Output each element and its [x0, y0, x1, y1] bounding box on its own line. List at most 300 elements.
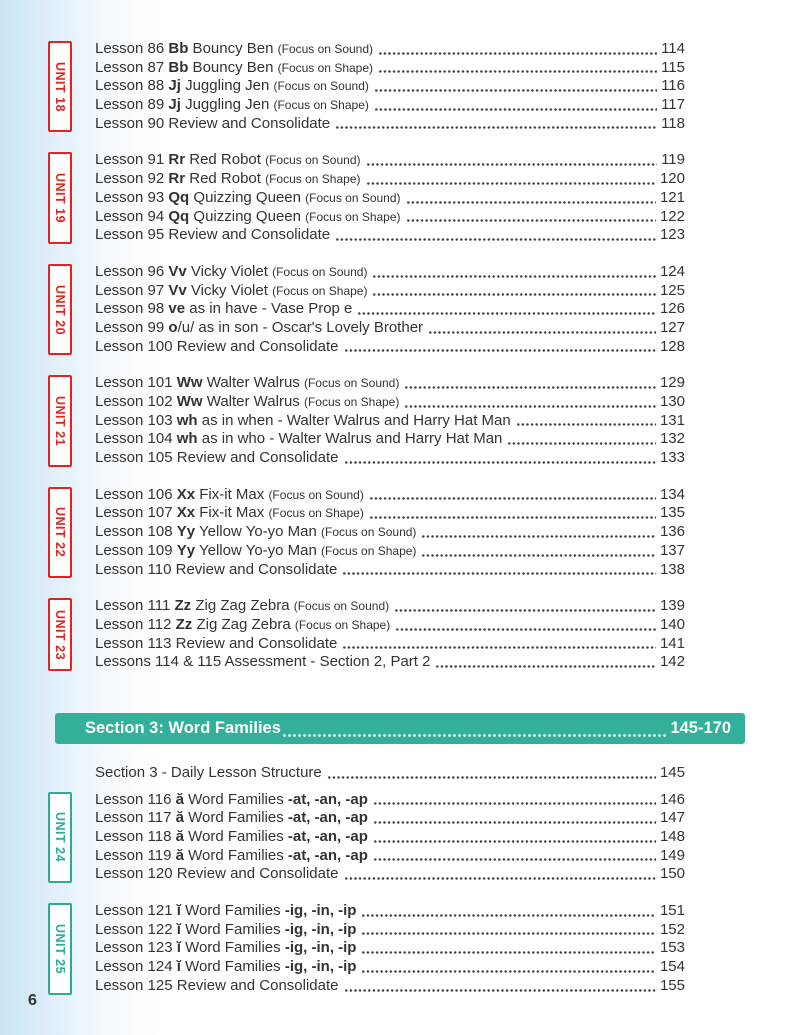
- toc-text-segment: Bouncy Ben: [188, 58, 278, 76]
- toc-text-segment: /u/ as in son - Oscar's Lovely Brother: [177, 318, 424, 336]
- toc-text-segment: ă: [175, 846, 184, 864]
- unit-lesson-list: [95, 263, 685, 356]
- toc-text-segment: Lesson 111: [95, 597, 175, 615]
- dotted-leader: [357, 311, 656, 316]
- toc-row-text: [95, 412, 511, 431]
- toc-page-ref: 131: [659, 411, 685, 429]
- toc-row: [95, 319, 685, 338]
- unit-badge-label: UNIT 22: [53, 507, 67, 558]
- toc-row-text: [95, 282, 367, 301]
- unit-badge-cell: [48, 374, 95, 467]
- toc-page-ref: 116: [661, 77, 685, 95]
- unit-lesson-list: [95, 486, 685, 579]
- toc-text-segment: ă: [175, 790, 184, 808]
- toc-text-segment: Section 3 - Daily Lesson Structure: [95, 763, 322, 781]
- dotted-leader: [369, 496, 656, 501]
- toc-text-segment: Word Families: [180, 920, 285, 938]
- toc-text-segment: Jj: [168, 77, 181, 95]
- toc-text-segment: Lesson 124: [95, 958, 177, 976]
- toc-text-segment: Lesson 120 Review and Consolidate: [95, 865, 339, 883]
- unit-group-24: [48, 791, 685, 884]
- toc-page-ref: 126: [659, 300, 685, 318]
- toc-row: [95, 282, 685, 301]
- toc-text-segment: (Focus on Shape): [303, 395, 400, 409]
- section-banner-pages: 145-170: [670, 718, 731, 737]
- toc-text-segment: (Focus on Shape): [277, 60, 374, 75]
- unit-group-25: [48, 902, 685, 995]
- toc-page-ref: 130: [659, 393, 685, 410]
- toc-row: [95, 226, 685, 245]
- toc-page-ref: 149: [659, 846, 685, 864]
- dotted-leader: [372, 274, 656, 279]
- toc-text-segment: (Focus on Sound): [265, 153, 361, 168]
- toc-row-text: [95, 449, 339, 468]
- toc-page-ref: 146: [659, 790, 685, 808]
- toc-row: [95, 96, 685, 115]
- toc-text-segment: Lesson 106: [95, 485, 177, 503]
- toc-text-segment: Word Families: [183, 846, 288, 864]
- toc-content: [48, 40, 731, 996]
- dotted-leader: [361, 913, 655, 918]
- unit-badge-cell: [48, 791, 95, 884]
- toc-page-ref: 121: [659, 188, 685, 206]
- dotted-leader: [406, 200, 656, 205]
- toc-text-segment: Yellow Yo-yo Man: [195, 541, 322, 559]
- toc-text-segment: Qq: [168, 207, 190, 225]
- dotted-leader: [282, 733, 668, 738]
- unit-badge-cell: [48, 151, 95, 244]
- toc-row-text: [95, 115, 330, 134]
- toc-row: [95, 486, 685, 505]
- toc-text-segment: Juggling Jen: [180, 77, 274, 95]
- dotted-leader: [394, 608, 656, 613]
- toc-text-segment: Lesson 97: [95, 281, 169, 299]
- toc-text-segment: (Focus on Shape): [268, 506, 364, 521]
- unit-badge-24: [48, 792, 72, 883]
- unit-lesson-list: [95, 902, 685, 995]
- toc-page-ref: 125: [659, 281, 685, 299]
- toc-row: [95, 653, 685, 672]
- toc-row-text: [95, 504, 364, 523]
- toc-row-text: [95, 151, 361, 170]
- toc-row: [95, 828, 685, 847]
- toc-row-text: [95, 828, 368, 847]
- toc-row: [95, 449, 685, 468]
- dotted-leader: [404, 404, 656, 409]
- toc-text-segment: -at, -an, -ap: [287, 790, 368, 808]
- toc-page-ref: 114: [661, 40, 685, 57]
- unit-badge-cell: [48, 597, 95, 672]
- unit-badge-cell: [48, 40, 95, 133]
- unit-group-19: [48, 151, 685, 244]
- toc-row: [95, 635, 685, 654]
- toc-text-segment: Lesson 90 Review and Consolidate: [95, 114, 331, 132]
- unit-badge-label: UNIT 18: [53, 61, 67, 112]
- toc-row-text: [95, 597, 389, 616]
- toc-page-ref: 135: [659, 504, 685, 522]
- toc-row: [95, 958, 685, 977]
- toc-row-text: [95, 764, 322, 783]
- toc-text-segment: (Focus on Shape): [272, 283, 368, 298]
- unit-badge-23: [48, 598, 72, 671]
- toc-text-segment: Lessons 114 & 115 Assessment - Section 2, Part 2: [95, 653, 431, 671]
- toc-row-text: [95, 486, 364, 505]
- toc-row: [95, 338, 685, 357]
- toc-row-text: [95, 208, 401, 227]
- toc-text-segment: ĭ: [176, 958, 181, 976]
- dotted-leader: [372, 292, 656, 297]
- toc-text-segment: Lesson 104: [95, 430, 177, 448]
- unit-badge-cell: [48, 263, 95, 356]
- toc-text-segment: Vv: [168, 262, 187, 280]
- toc-row: [95, 523, 685, 542]
- dotted-leader: [335, 125, 657, 130]
- unit-group-20: [48, 263, 685, 356]
- toc-row-text: [95, 300, 352, 319]
- toc-row: [95, 151, 685, 170]
- toc-text-segment: (Focus on Shape): [265, 172, 361, 187]
- toc-text-segment: Ww: [176, 374, 203, 392]
- toc-text-segment: (Focus on Shape): [273, 98, 369, 113]
- toc-page-ref: 124: [659, 262, 685, 280]
- toc-page-ref: 142: [659, 653, 685, 671]
- toc-row-text: [95, 170, 361, 189]
- toc-row-text: [95, 958, 356, 977]
- toc-text-segment: (Focus on Shape): [321, 543, 417, 558]
- toc-text-segment: Lesson 108: [95, 523, 177, 541]
- dotted-leader: [344, 460, 656, 465]
- toc-text-segment: Lesson 100 Review and Consolidate: [95, 337, 339, 355]
- section-banner-title: Section 3: Word Families: [85, 718, 281, 737]
- toc-text-segment: Bb: [168, 58, 189, 76]
- toc-page-ref: 128: [659, 337, 685, 355]
- toc-row: [95, 412, 685, 431]
- toc-row-text: [95, 59, 373, 78]
- toc-row-text: [95, 263, 367, 282]
- toc-text-segment: Quizzing Queen: [189, 188, 306, 206]
- toc-text-segment: Lesson 91: [95, 151, 169, 169]
- toc-text-segment: Jj: [168, 96, 181, 114]
- toc-row-text: [95, 338, 339, 357]
- toc-text-segment: Lesson 110 Review and Consolidate: [95, 560, 338, 578]
- toc-text-segment: Lesson 89: [95, 96, 169, 114]
- toc-row-text: [95, 189, 401, 208]
- toc-text-segment: Lesson 107: [95, 504, 177, 522]
- toc-page-ref: 145: [659, 763, 685, 781]
- toc-text-segment: ă: [175, 809, 184, 827]
- toc-text-segment: Lesson 94: [95, 207, 169, 225]
- toc-text-segment: Rr: [168, 151, 186, 169]
- dotted-leader: [378, 69, 657, 74]
- toc-row: [95, 764, 685, 783]
- toc-row: [95, 374, 685, 393]
- toc-text-segment: Lesson 117: [95, 809, 176, 827]
- dotted-leader: [361, 931, 655, 936]
- toc-text-segment: Lesson 92: [95, 170, 169, 188]
- toc-row-text: [95, 865, 339, 884]
- toc-text-segment: (Focus on Sound): [277, 42, 374, 56]
- toc-page-ref: 129: [659, 374, 685, 392]
- toc-row-text: [95, 226, 330, 245]
- unit-badge-cell: [48, 486, 95, 579]
- toc-text-segment: Lesson 86: [95, 40, 169, 57]
- toc-row-text: [95, 847, 368, 866]
- toc-page-ref: 122: [659, 207, 685, 225]
- toc-text-segment: (Focus on Shape): [294, 617, 391, 632]
- toc-text-segment: Lesson 118: [95, 828, 176, 845]
- toc-text-segment: Juggling Jen: [180, 96, 274, 114]
- toc-text-segment: Vicky Violet: [186, 281, 273, 299]
- toc-row-text: [95, 902, 356, 921]
- toc-text-segment: Lesson 121: [95, 902, 177, 920]
- toc-text-segment: Walter Walrus: [202, 374, 304, 392]
- toc-text-segment: as in who - Walter Walrus and Harry Hat Man: [197, 430, 503, 448]
- toc-text-segment: Lesson 112: [95, 615, 176, 633]
- toc-text-segment: Word Families: [183, 809, 288, 827]
- dotted-leader: [344, 876, 656, 881]
- toc-text-segment: -ig, -in, -ip: [284, 902, 357, 920]
- toc-page-ref: 147: [659, 809, 685, 827]
- unit-badge-label: UNIT 21: [53, 396, 67, 447]
- toc-text-segment: Walter Walrus: [202, 393, 304, 410]
- toc-text-segment: -ig, -in, -ip: [284, 958, 357, 976]
- toc-text-segment: Lesson 88: [95, 77, 169, 95]
- toc-page-ref: 150: [659, 865, 685, 883]
- toc-page-ref: 134: [659, 485, 685, 503]
- toc-row: [95, 847, 685, 866]
- toc-row: [95, 939, 685, 958]
- toc-page-ref: 123: [659, 226, 685, 244]
- toc-page-ref: 155: [659, 976, 685, 994]
- dotted-leader: [373, 801, 656, 806]
- toc-page-ref: 138: [659, 560, 685, 578]
- toc-text-segment: ĭ: [176, 902, 181, 920]
- toc-text-segment: Lesson 93: [95, 188, 169, 206]
- toc-row-text: [95, 523, 416, 542]
- section-banner: [55, 713, 745, 744]
- dotted-leader: [373, 820, 656, 825]
- toc-page-ref: 132: [659, 430, 685, 448]
- unit-badge-label: UNIT 25: [53, 923, 67, 974]
- toc-text-segment: (Focus on Sound): [293, 599, 390, 614]
- toc-row-text: [95, 635, 337, 654]
- unit-group-18: [48, 40, 685, 133]
- dotted-leader: [344, 348, 656, 353]
- toc-text-segment: (Focus on Sound): [273, 79, 369, 94]
- unit-group-22: [48, 486, 685, 579]
- dotted-leader: [361, 969, 655, 974]
- toc-text-segment: Bb: [168, 40, 189, 57]
- unit-badge-label: UNIT 24: [53, 812, 67, 863]
- page-number: 6: [28, 992, 37, 1009]
- toc-text-segment: -ig, -in, -ip: [284, 939, 357, 957]
- toc-text-segment: -at, -an, -ap: [287, 809, 368, 827]
- toc-page-ref: 117: [661, 96, 685, 114]
- toc-text-segment: Lesson 116: [95, 790, 176, 808]
- toc-text-segment: (Focus on Sound): [305, 190, 401, 205]
- toc-text-segment: ĭ: [176, 939, 181, 957]
- toc-row: [95, 616, 685, 635]
- toc-text-segment: Lesson 101: [95, 374, 177, 392]
- dotted-leader: [361, 950, 655, 955]
- toc-text-segment: -ig, -in, -ip: [284, 920, 357, 938]
- toc-text-segment: Lesson 123: [95, 939, 177, 957]
- toc-row-text: [95, 77, 369, 96]
- unit-badge-19: [48, 152, 72, 243]
- toc-row-text: [95, 939, 356, 958]
- toc-row-text: [95, 393, 399, 412]
- toc-text-segment: -at, -an, -ap: [287, 846, 368, 864]
- toc-text-segment: Lesson 98: [95, 300, 169, 318]
- toc-row-text: [95, 542, 416, 561]
- toc-text-segment: Xx: [176, 504, 196, 522]
- toc-text-segment: Xx: [176, 485, 196, 503]
- toc-row: [95, 208, 685, 227]
- unit-badge-label: UNIT 23: [53, 609, 67, 660]
- toc-row: [95, 430, 685, 449]
- dotted-leader: [369, 515, 656, 520]
- toc-text-segment: Ww: [176, 393, 203, 410]
- toc-text-segment: (Focus on Sound): [303, 376, 400, 391]
- unit-group-21: [48, 374, 685, 467]
- dotted-leader: [373, 839, 656, 844]
- unit-badge-label: UNIT 20: [53, 284, 67, 335]
- toc-text-segment: Zz: [175, 615, 193, 633]
- toc-text-segment: Vicky Violet: [186, 262, 273, 280]
- toc-row: [95, 865, 685, 884]
- toc-page-ref: 136: [659, 523, 685, 541]
- toc-row-text: [95, 319, 423, 338]
- toc-text-segment: ĭ: [176, 920, 181, 938]
- toc-text-segment: Zz: [174, 597, 192, 615]
- toc-text-segment: Red Robot: [185, 170, 266, 188]
- unit-badge-20: [48, 264, 72, 355]
- toc-text-segment: Zig Zag Zebra: [192, 615, 295, 633]
- toc-text-segment: as in when - Walter Walrus and Harry Hat Man: [197, 411, 511, 429]
- toc-text-segment: Word Families: [183, 790, 288, 808]
- toc-text-segment: Lesson 119: [95, 846, 176, 864]
- toc-text-segment: Lesson 95 Review and Consolidate: [95, 226, 331, 244]
- toc-row-text: [95, 809, 368, 828]
- dotted-leader: [374, 88, 657, 93]
- toc-text-segment: Yellow Yo-yo Man: [195, 523, 322, 541]
- unit-lesson-list: [95, 40, 685, 133]
- toc-text-segment: Rr: [168, 170, 186, 188]
- toc-page-ref: 148: [659, 828, 685, 845]
- unit-lesson-list: [95, 374, 685, 467]
- toc-row: [95, 921, 685, 940]
- toc-text-segment: Word Families: [183, 828, 288, 845]
- dotted-leader: [342, 645, 656, 650]
- toc-text-segment: wh: [176, 411, 198, 429]
- dotted-leader: [507, 441, 656, 446]
- toc-row: [95, 189, 685, 208]
- dotted-leader: [373, 857, 656, 862]
- toc-text-segment: Lesson 102: [95, 393, 177, 410]
- toc-page-ref: 153: [659, 939, 685, 957]
- toc-row: [95, 40, 685, 59]
- toc-page-ref: 115: [661, 58, 685, 76]
- toc-page-ref: 140: [659, 615, 685, 633]
- toc-row: [95, 977, 685, 996]
- toc-text-segment: Lesson 109: [95, 541, 177, 559]
- toc-text-segment: Word Families: [180, 939, 285, 957]
- toc-text-segment: Lesson 105 Review and Consolidate: [95, 449, 339, 467]
- toc-page-ref: 141: [659, 634, 685, 652]
- toc-text-segment: Lesson 125 Review and Consolidate: [95, 976, 339, 994]
- dotted-leader: [406, 218, 656, 223]
- unit-lesson-list: [95, 791, 685, 884]
- toc-row: [95, 561, 685, 580]
- toc-text-segment: (Focus on Sound): [272, 264, 368, 279]
- toc-row-text: [95, 653, 430, 672]
- toc-text-segment: Qq: [168, 188, 190, 206]
- dotted-leader: [366, 181, 656, 186]
- dotted-leader: [421, 553, 656, 558]
- toc-text-segment: Fix-it Max: [195, 485, 269, 503]
- dotted-leader: [344, 988, 656, 993]
- toc-text-segment: Yy: [176, 541, 196, 559]
- toc-row: [95, 393, 685, 412]
- toc-text-segment: Quizzing Queen: [189, 207, 306, 225]
- dotted-leader: [404, 385, 656, 390]
- unit-badge-25: [48, 903, 72, 994]
- toc-text-segment: Zig Zag Zebra: [191, 597, 294, 615]
- toc-row: [95, 542, 685, 561]
- toc-row-text: [95, 921, 356, 940]
- toc-text-segment: Yy: [176, 523, 196, 541]
- toc-row-text: [95, 616, 390, 635]
- toc-row: [95, 597, 685, 616]
- toc-row: [95, 504, 685, 523]
- dotted-leader: [366, 162, 658, 167]
- unit-lesson-list: [95, 151, 685, 244]
- toc-row-text: [95, 977, 339, 996]
- toc-row-text: [95, 40, 373, 59]
- toc-row: [95, 809, 685, 828]
- toc-row: [95, 263, 685, 282]
- toc-page-ref: 152: [659, 920, 685, 938]
- unit-lesson-list: [95, 597, 685, 672]
- unit-badge-cell: [48, 902, 95, 995]
- dotted-leader: [428, 330, 656, 335]
- toc-page-ref: 151: [659, 902, 685, 920]
- toc-row: [95, 300, 685, 319]
- toc-text-segment: (Focus on Shape): [305, 209, 401, 224]
- dotted-leader: [395, 627, 656, 632]
- unit-badge-label: UNIT 19: [53, 173, 67, 224]
- unit-badge-18: [48, 41, 72, 132]
- toc-row-text: [95, 430, 502, 449]
- toc-page-ref: 139: [659, 597, 685, 615]
- toc-text-segment: wh: [176, 430, 198, 448]
- dotted-leader: [342, 571, 656, 576]
- toc-text-segment: (Focus on Sound): [321, 525, 417, 540]
- toc-page-ref: 133: [659, 449, 685, 467]
- toc-text-segment: (Focus on Sound): [268, 487, 364, 502]
- toc-text-segment: Red Robot: [185, 151, 266, 169]
- toc-text-segment: Lesson 99: [95, 318, 169, 336]
- toc-text-segment: Lesson 103: [95, 411, 177, 429]
- dotted-leader: [335, 237, 656, 242]
- toc-text-segment: Lesson 96: [95, 262, 169, 280]
- unit-group-23: [48, 597, 685, 672]
- toc-text-segment: Word Families: [180, 902, 285, 920]
- toc-row-text: [95, 96, 369, 115]
- toc-text-segment: -at, -an, -ap: [287, 828, 368, 845]
- dotted-leader: [421, 534, 656, 539]
- toc-text-segment: as in have - Vase Prop e: [185, 300, 353, 318]
